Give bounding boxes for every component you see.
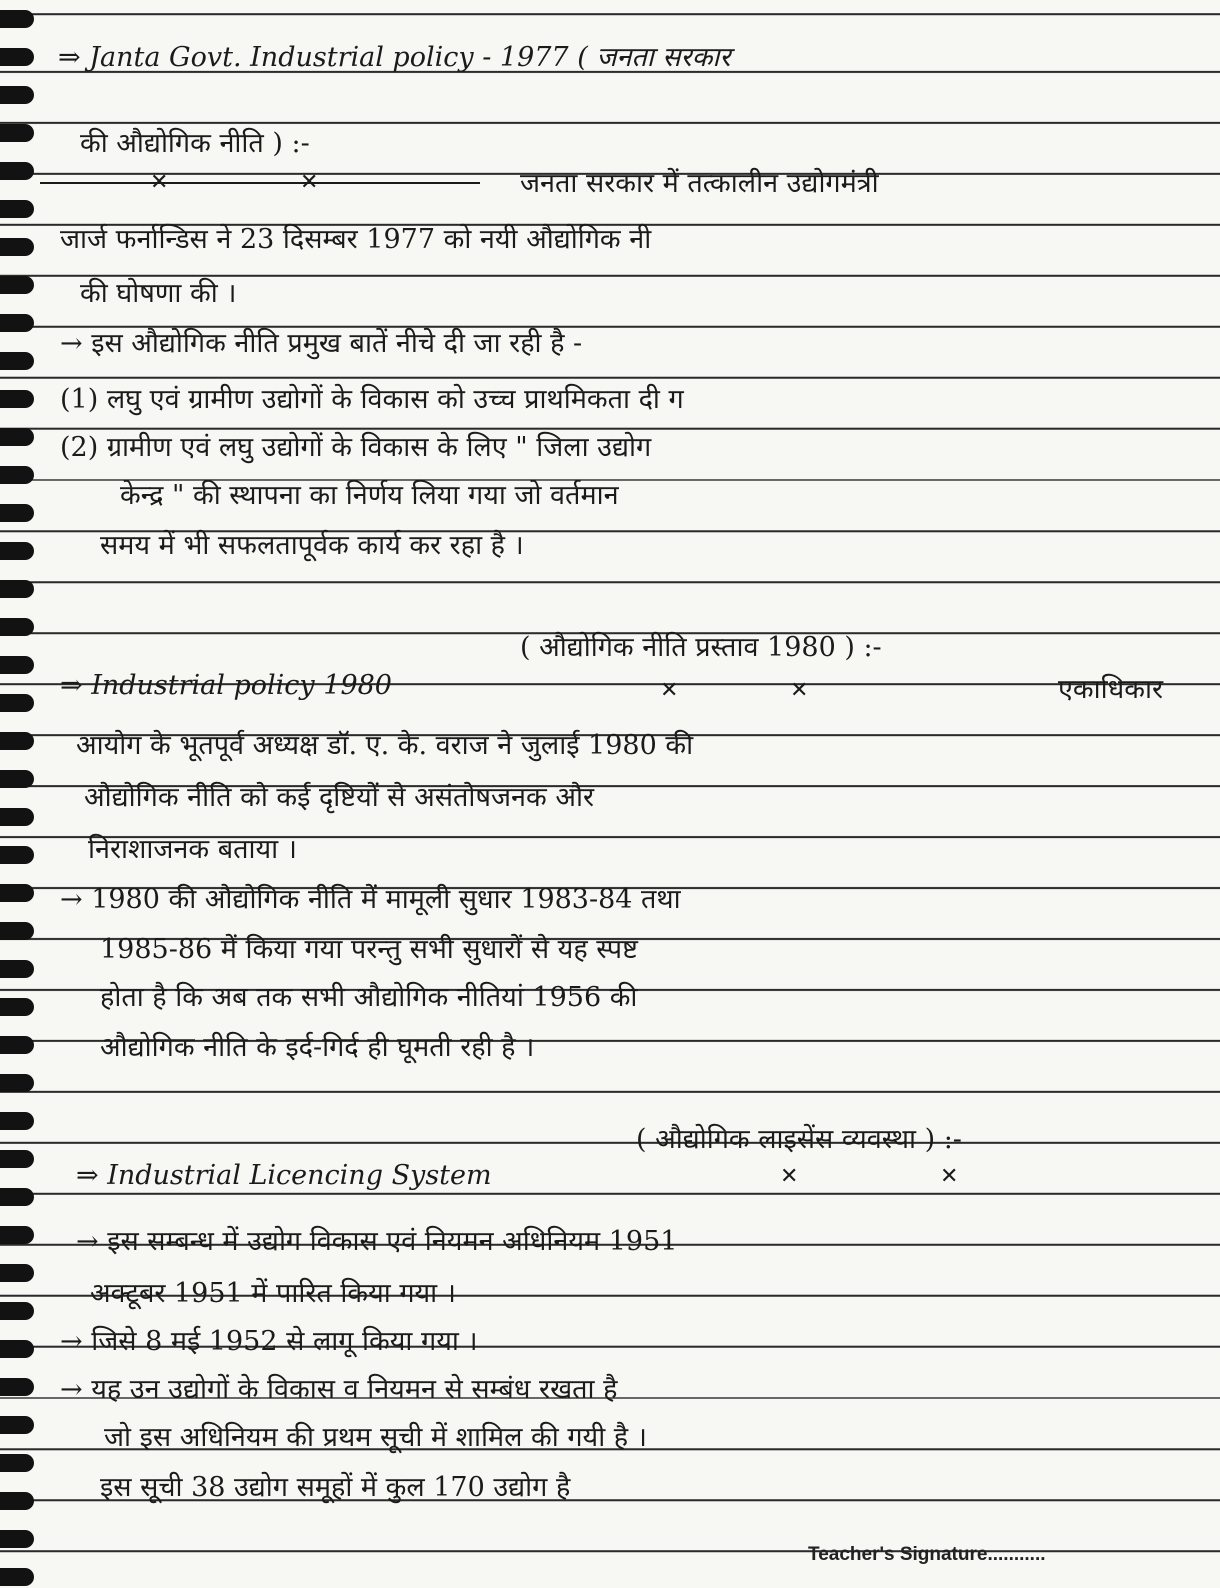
spiral-hole — [0, 1416, 34, 1434]
text-line: इस सूची 38 उद्योग समूहों में कुल 170 उद्योग है — [100, 1472, 571, 1503]
text-line: निराशाजनक बताया । — [88, 834, 297, 865]
spiral-hole — [0, 238, 34, 256]
spiral-hole — [0, 1454, 34, 1472]
list-item-1: (1) लघु एवं ग्रामीण उद्योगों के विकास को उच्च प्राथमिकता दी ग — [60, 384, 684, 415]
text-line: जार्ज फर्नान्डिस ने 23 दिसम्बर 1977 को नयी औद्योगिक नी — [60, 224, 652, 255]
spiral-hole — [0, 1074, 34, 1092]
spiral-hole — [0, 960, 34, 978]
cross-mark: ✕ — [790, 678, 809, 703]
bullet-line: → इस औद्योगिक नीति प्रमुख बातें नीचे दी जा रही है - — [60, 328, 583, 359]
teachers-signature-label: Teacher's Signature........... — [808, 1544, 1046, 1565]
spiral-hole — [0, 504, 34, 522]
text-line: होता है कि अब तक सभी औद्योगिक नीतियां 1956 की — [100, 982, 638, 1013]
spiral-hole — [0, 276, 34, 294]
text-line: 1985-86 में किया गया परन्तु सभी सुधारों से यह स्पष्ट — [100, 934, 638, 965]
heading-hindi-subtitle: ( औद्योगिक लाइसेंस व्यवस्था ) :- — [636, 1124, 962, 1155]
spiral-hole — [0, 428, 34, 446]
bullet-line: → यह उन उद्योगों के विकास व नियमन से सम्बंध रखता है — [60, 1374, 618, 1405]
spiral-hole — [0, 542, 34, 560]
spiral-hole — [0, 1150, 34, 1168]
text-line: जो इस अधिनियम की प्रथम सूची में शामिल की गयी है । — [104, 1422, 647, 1453]
list-item-2: (2) ग्रामीण एवं लघु उद्योगों के विकास के लिए " जिला उद्योग — [60, 432, 652, 463]
spiral-hole — [0, 124, 34, 142]
bullet-line: → इस सम्बन्ध में उद्योग विकास एवं नियमन अधिनियम 1951 — [76, 1226, 678, 1257]
heading-hindi-subtitle: की औद्योगिक नीति ) :- — [80, 128, 310, 159]
spiral-hole — [0, 1568, 34, 1586]
cross-mark: ✕ — [300, 170, 319, 195]
spiral-hole — [0, 1492, 34, 1510]
spiral-hole — [0, 162, 34, 180]
spiral-hole — [0, 200, 34, 218]
spiral-hole — [0, 770, 34, 788]
spiral-hole — [0, 846, 34, 864]
cross-mark: ✕ — [150, 170, 169, 195]
bullet-line: → जिसे 8 मई 1952 से लागू किया गया । — [60, 1326, 478, 1357]
text-line: अक्टूबर 1951 में पारित किया गया । — [90, 1278, 456, 1309]
spiral-hole — [0, 1188, 34, 1206]
text-line: केन्द्र " की स्थापना का निर्णय लिया गया जो वर्तमान — [120, 480, 619, 511]
spiral-hole — [0, 352, 34, 370]
spiral-hole — [0, 1378, 34, 1396]
spiral-hole — [0, 1340, 34, 1358]
spiral-binding — [0, 0, 40, 1588]
spiral-hole — [0, 922, 34, 940]
spiral-hole — [0, 1226, 34, 1244]
spiral-hole — [0, 580, 34, 598]
spiral-hole — [0, 1112, 34, 1130]
spiral-hole — [0, 48, 34, 66]
spiral-hole — [0, 732, 34, 750]
cross-mark: ✕ — [660, 678, 679, 703]
spiral-hole — [0, 314, 34, 332]
spiral-hole — [0, 86, 34, 104]
text-line: जनता सरकार में तत्कालीन उद्योगमंत्री — [520, 168, 879, 199]
bullet-line: → 1980 की औद्योगिक नीति में मामूली सुधार 1983-84 तथा — [60, 884, 681, 915]
underline-divider — [40, 182, 480, 184]
spiral-hole — [0, 884, 34, 902]
spiral-hole — [0, 466, 34, 484]
text-line: आयोग के भूतपूर्व अध्यक्ष डॉ. ए. के. वराज ने जुलाई 1980 की — [76, 730, 694, 761]
heading-industrial-policy-1980: ⇒ Industrial policy 1980 — [60, 670, 392, 701]
text-line: समय में भी सफलतापूर्वक कार्य कर रहा है । — [100, 530, 524, 561]
spiral-hole — [0, 694, 34, 712]
spiral-hole — [0, 1264, 34, 1282]
spiral-hole — [0, 618, 34, 636]
text-line: औद्योगिक नीति को कई दृष्टियों से असंतोषजनक और — [84, 782, 595, 813]
heading-hindi-subtitle: ( औद्योगिक नीति प्रस्ताव 1980 ) :- — [520, 632, 882, 663]
spiral-hole — [0, 1036, 34, 1054]
spiral-hole — [0, 998, 34, 1016]
spiral-hole — [0, 10, 34, 28]
text-line: एकाधिकार — [1058, 674, 1164, 705]
spiral-hole — [0, 808, 34, 826]
cross-mark: ✕ — [940, 1164, 959, 1189]
spiral-hole — [0, 656, 34, 674]
spiral-hole — [0, 1530, 34, 1548]
text-line: औद्योगिक नीति के इर्द-गिर्द ही घूमती रही है । — [100, 1032, 535, 1063]
text-line: की घोषणा की । — [80, 278, 237, 309]
spiral-hole — [0, 1302, 34, 1320]
cross-mark: ✕ — [780, 1164, 799, 1189]
heading-industrial-licencing-system: ⇒ Industrial Licencing System — [76, 1160, 492, 1191]
spiral-hole — [0, 390, 34, 408]
heading-janta-industrial-policy-1977: ⇒ Janta Govt. Industrial policy - 1977 ( जनता सरकार — [58, 42, 731, 73]
